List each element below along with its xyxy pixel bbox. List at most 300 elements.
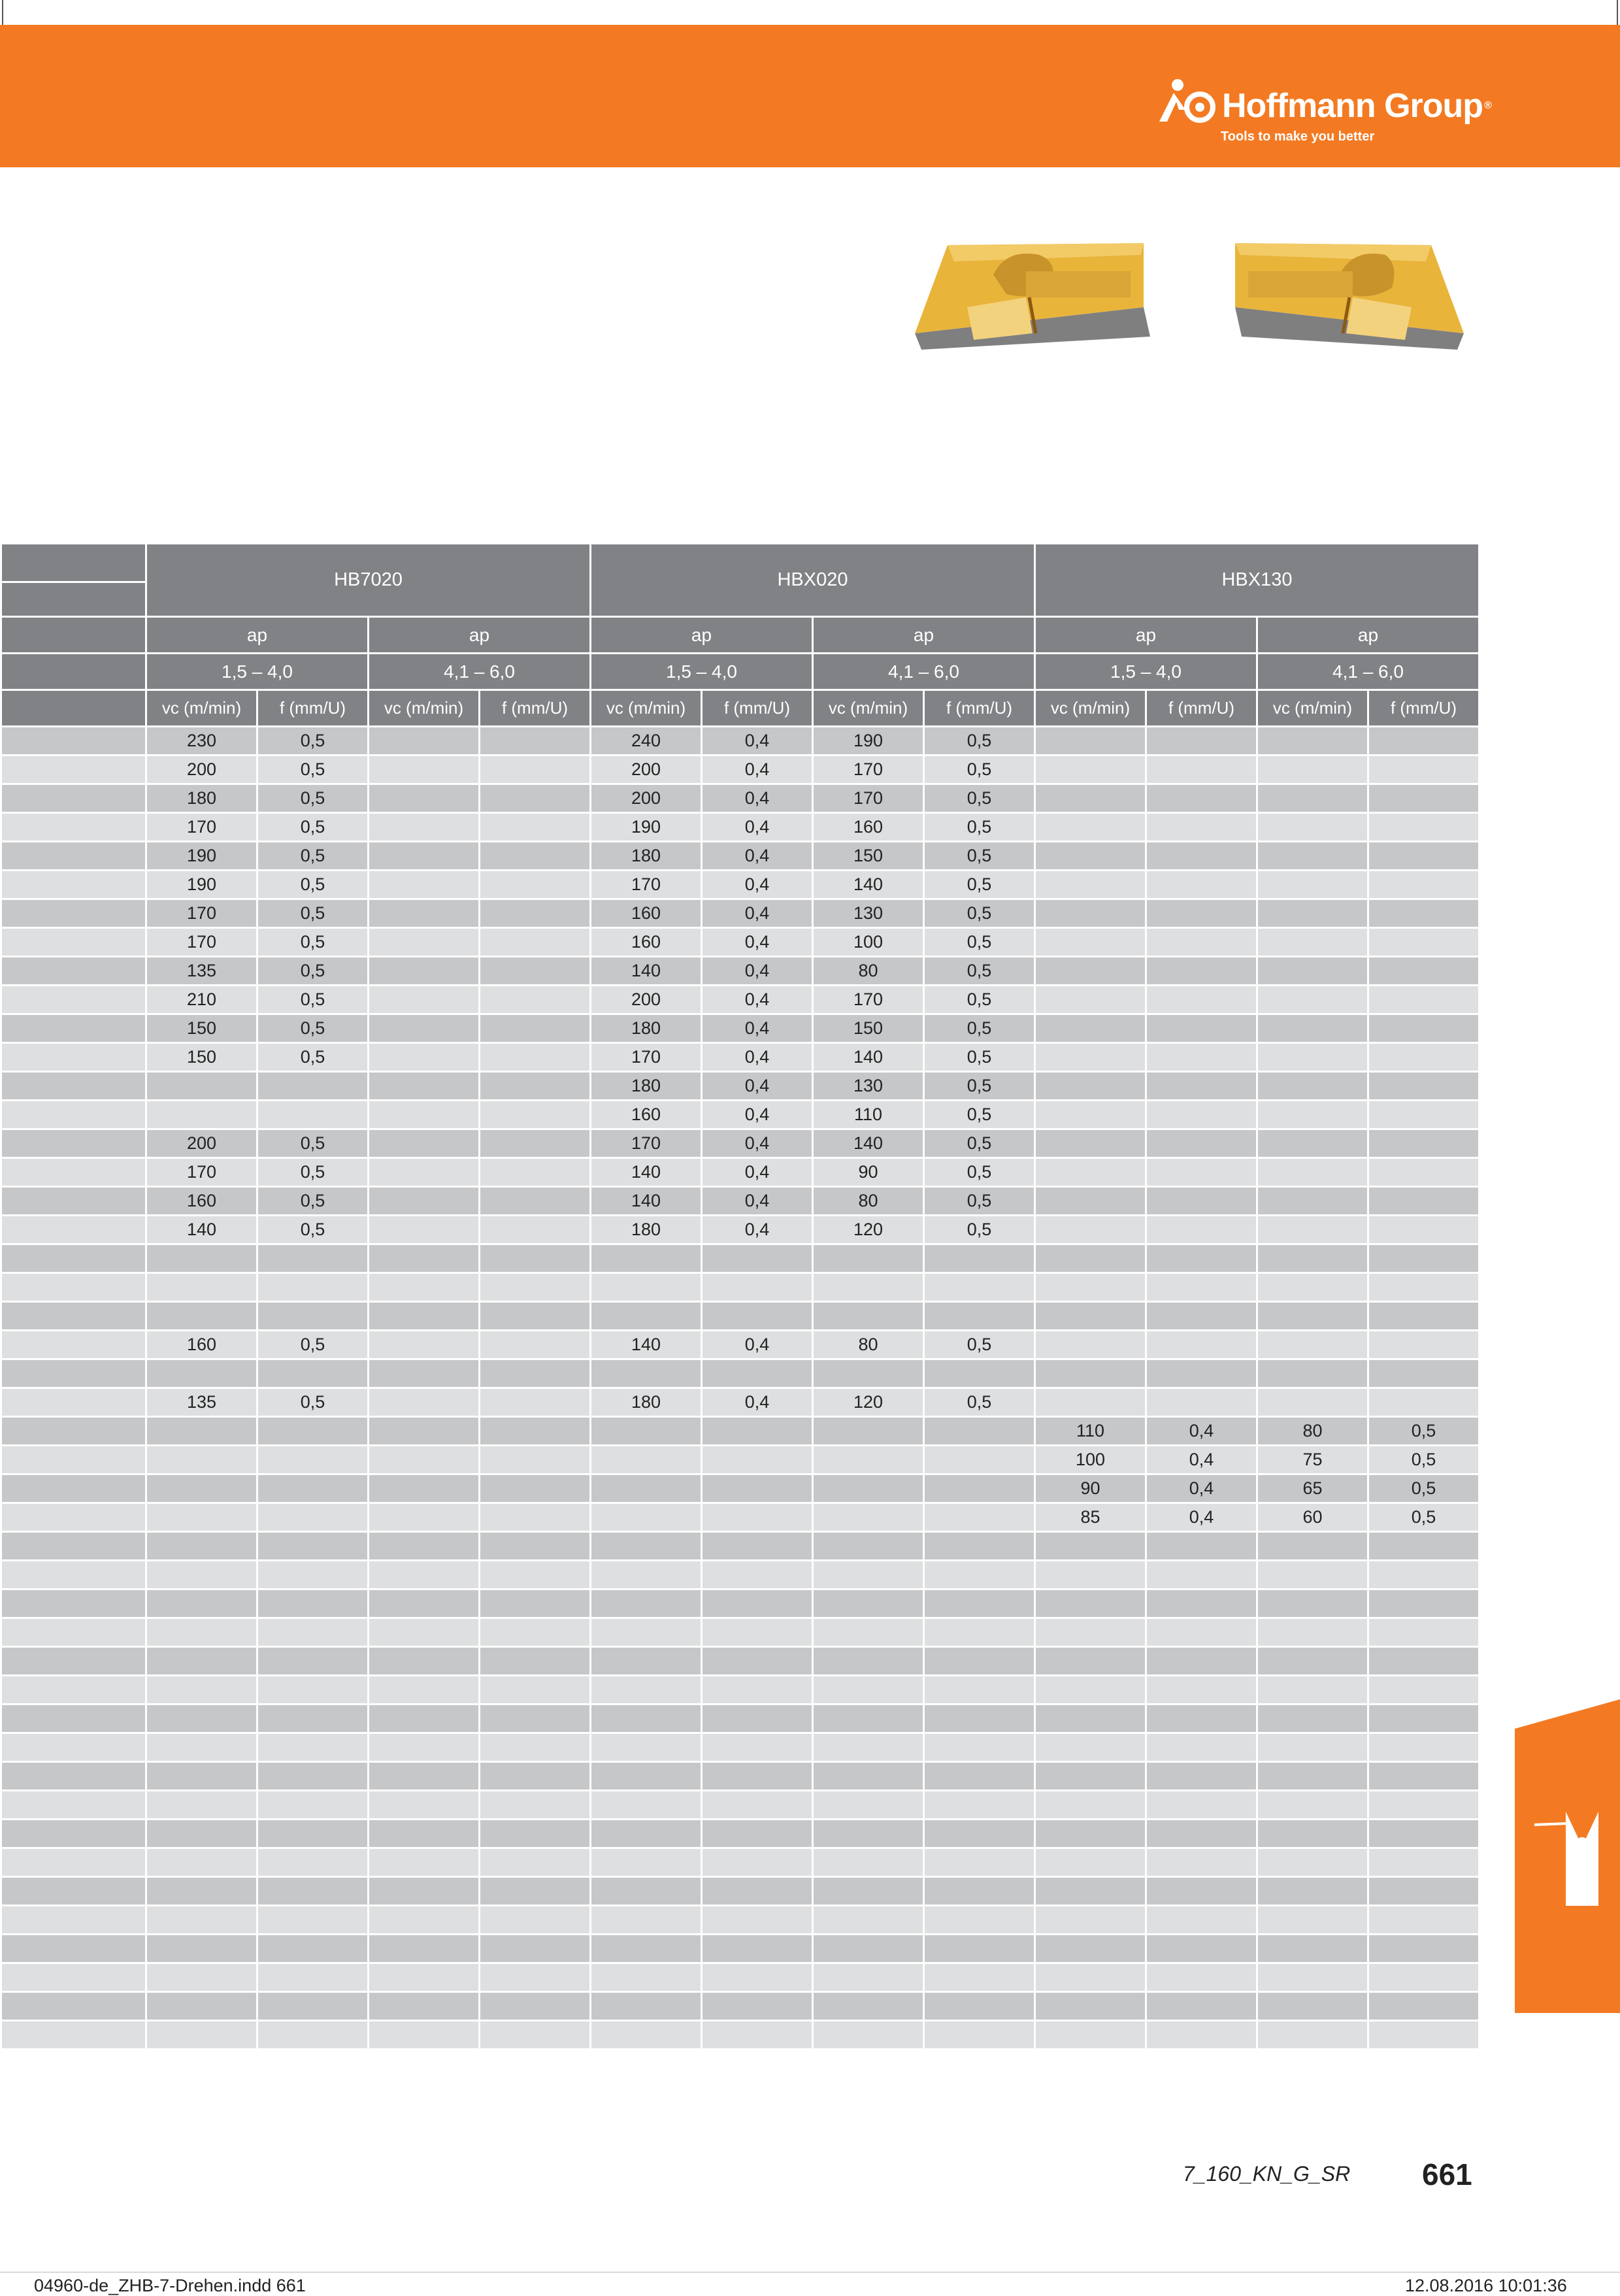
table-cell [1146, 1388, 1257, 1417]
table-cell: 0,4 [702, 1187, 813, 1216]
table-cell [1146, 1014, 1257, 1043]
table-cell: 0,4 [702, 1129, 813, 1158]
table-cell [591, 1906, 702, 1935]
table-cell [146, 1273, 257, 1302]
table-row [1, 2021, 1479, 2050]
table-cell [1257, 2021, 1368, 2050]
table-row [1, 842, 1479, 871]
table-cell [1146, 784, 1257, 813]
table-cell [1035, 1791, 1146, 1820]
table-row [1, 1302, 1479, 1331]
table-cell [1257, 1043, 1368, 1072]
table-cell [702, 1618, 813, 1647]
table-cell [369, 1273, 480, 1302]
table-cell [924, 1963, 1035, 1992]
table-cell: 100 [1035, 1446, 1146, 1474]
table-cell [1035, 1589, 1146, 1618]
material-cell [1, 1676, 146, 1705]
ap-range: 4,1 – 6,0 [813, 654, 1035, 690]
table-cell: 0,4 [702, 784, 813, 813]
hoffmann-logo [1157, 77, 1491, 152]
table-cell [1146, 756, 1257, 784]
unit-f: f (mm/U) [257, 690, 369, 727]
table-cell: 0,5 [257, 727, 369, 756]
table-cell [480, 1043, 591, 1072]
table-row [1, 813, 1479, 842]
table-cell [480, 1158, 591, 1187]
table-cell [702, 1446, 813, 1474]
table-cell [1368, 957, 1479, 986]
table-cell [480, 899, 591, 928]
table-cell [924, 1676, 1035, 1705]
table-cell [369, 1963, 480, 1992]
table-cell [257, 1791, 369, 1820]
table-cell: 200 [591, 986, 702, 1014]
table-cell: 0,5 [924, 784, 1035, 813]
table-cell [1146, 1589, 1257, 1618]
table-cell: 0,5 [257, 1388, 369, 1417]
table-cell [480, 1589, 591, 1618]
table-cell [924, 1532, 1035, 1561]
table-cell [1035, 727, 1146, 756]
table-cell [1146, 2021, 1257, 2050]
table-cell: 135 [146, 957, 257, 986]
reference-code: 7_160_KN_G_SR [1183, 2162, 1351, 2186]
table-cell: 180 [591, 842, 702, 871]
table-cell [257, 1992, 369, 2021]
table-cell [369, 871, 480, 899]
table-cell [1257, 1244, 1368, 1273]
table-cell [1146, 1532, 1257, 1561]
material-cell [1, 1848, 146, 1877]
header-blank [1, 582, 146, 617]
table-cell: 0,4 [702, 1101, 813, 1129]
material-cell [1, 1216, 146, 1244]
table-cell: 170 [813, 784, 924, 813]
table-cell [1257, 1992, 1368, 2021]
table-cell [1368, 1647, 1479, 1676]
table-cell [591, 1446, 702, 1474]
table-row [1, 1848, 1479, 1877]
table-cell [480, 1762, 591, 1791]
table-cell [480, 1532, 591, 1561]
table-cell [1035, 1963, 1146, 1992]
table-cell [480, 784, 591, 813]
table-cell [1035, 871, 1146, 899]
table-cell: 160 [146, 1331, 257, 1359]
table-cell [813, 1791, 924, 1820]
table-cell: 0,5 [1368, 1446, 1479, 1474]
material-cell [1, 1561, 146, 1589]
table-cell [1368, 1992, 1479, 2021]
table-cell [1257, 756, 1368, 784]
material-cell [1, 1331, 146, 1359]
table-cell [1146, 871, 1257, 899]
table-cell: 0,5 [924, 928, 1035, 957]
ap-header: ap [1257, 617, 1479, 654]
table-cell: 0,4 [702, 871, 813, 899]
table-cell [924, 1647, 1035, 1676]
table-cell [1035, 1532, 1146, 1561]
table-cell [702, 1532, 813, 1561]
material-cell [1, 1963, 146, 1992]
table-cell [480, 2021, 591, 2050]
table-cell [480, 1733, 591, 1762]
table-row [1, 727, 1479, 756]
table-row [1, 871, 1479, 899]
table-cell [1257, 1848, 1368, 1877]
table-cell [257, 1503, 369, 1532]
table-cell [924, 1302, 1035, 1331]
table-cell [702, 1791, 813, 1820]
table-cell [924, 1848, 1035, 1877]
table-row [1, 1216, 1479, 1244]
table-cell [369, 1474, 480, 1503]
table-cell [257, 1446, 369, 1474]
header-blank [1, 617, 146, 654]
table-cell [702, 1647, 813, 1676]
table-cell [1146, 1561, 1257, 1589]
table-cell [257, 2021, 369, 2050]
table-cell [1368, 1705, 1479, 1733]
table-cell [924, 1935, 1035, 1963]
table-cell [1368, 727, 1479, 756]
table-cell: 170 [591, 1043, 702, 1072]
table-cell [813, 1618, 924, 1647]
table-cell: 160 [591, 899, 702, 928]
table-cell [480, 1906, 591, 1935]
table-row [1, 1705, 1479, 1733]
table-cell: 0,4 [1146, 1417, 1257, 1446]
table-cell [591, 1705, 702, 1733]
table-cell [924, 1762, 1035, 1791]
table-cell: 0,4 [702, 986, 813, 1014]
table-cell [1146, 1072, 1257, 1101]
material-cell [1, 784, 146, 813]
table-cell [369, 1906, 480, 1935]
table-row [1, 1561, 1479, 1589]
table-row [1, 957, 1479, 986]
table-cell [1035, 1043, 1146, 1072]
table-cell: 0,5 [924, 1072, 1035, 1101]
table-cell [480, 1503, 591, 1532]
table-cell [146, 2021, 257, 2050]
table-cell [1146, 1762, 1257, 1791]
table-cell [1368, 1244, 1479, 1273]
table-cell: 0,5 [924, 1216, 1035, 1244]
table-cell [1035, 813, 1146, 842]
table-cell [924, 1705, 1035, 1733]
table-cell [1257, 1187, 1368, 1216]
table-cell [591, 1618, 702, 1647]
table-cell [257, 1906, 369, 1935]
table-cell [924, 1877, 1035, 1906]
trim-mark-right [1617, 0, 1618, 25]
table-cell [924, 2021, 1035, 2050]
table-cell: 65 [1257, 1474, 1368, 1503]
table-cell: 0,5 [257, 784, 369, 813]
material-cell [1, 928, 146, 957]
table-cell [369, 813, 480, 842]
table-cell [591, 1503, 702, 1532]
ap-header: ap [1035, 617, 1257, 654]
table-cell [369, 1935, 480, 1963]
table-cell [1146, 1129, 1257, 1158]
table-cell: 200 [146, 1129, 257, 1158]
table-cell [813, 1676, 924, 1705]
table-cell: 0,4 [702, 1158, 813, 1187]
table-cell [146, 1992, 257, 2021]
table-row [1, 1733, 1479, 1762]
table-cell [813, 1762, 924, 1791]
table-cell [480, 986, 591, 1014]
table-cell [369, 1187, 480, 1216]
table-cell: 170 [591, 1129, 702, 1158]
table-row [1, 1532, 1479, 1561]
table-cell [257, 1244, 369, 1273]
table-cell [702, 1848, 813, 1877]
table-row [1, 1417, 1479, 1446]
table-cell [480, 1992, 591, 2021]
table-cell [1257, 813, 1368, 842]
chapter-side-tab [1515, 1699, 1620, 2013]
material-cell [1, 1302, 146, 1331]
table-cell: 140 [591, 957, 702, 986]
table-cell [924, 1589, 1035, 1618]
table-cell [591, 1273, 702, 1302]
material-cell [1, 1589, 146, 1618]
table-cell [1035, 1647, 1146, 1676]
table-cell [1035, 756, 1146, 784]
table-cell [1035, 1302, 1146, 1331]
table-cell [924, 1561, 1035, 1589]
ap-range: 1,5 – 4,0 [146, 654, 369, 690]
table-cell [1146, 1359, 1257, 1388]
table-cell [813, 1474, 924, 1503]
material-cell [1, 1446, 146, 1474]
table-cell [480, 1474, 591, 1503]
page-number: 661 [1422, 2157, 1472, 2191]
table-cell [1146, 1158, 1257, 1187]
table-cell: 0,5 [924, 727, 1035, 756]
table-cell [702, 1561, 813, 1589]
table-cell: 130 [813, 899, 924, 928]
table-cell [369, 1446, 480, 1474]
table-cell [1368, 813, 1479, 842]
table-cell [924, 1791, 1035, 1820]
table-cell: 180 [591, 1388, 702, 1417]
table-cell [1257, 1647, 1368, 1676]
table-cell [813, 1273, 924, 1302]
table-cell [591, 1474, 702, 1503]
ap-range: 4,1 – 6,0 [369, 654, 591, 690]
table-cell [369, 1647, 480, 1676]
table-cell: 0,5 [924, 1187, 1035, 1216]
table-cell [1146, 1273, 1257, 1302]
table-cell: 0,5 [257, 813, 369, 842]
table-row [1, 1101, 1479, 1129]
table-cell [1146, 1963, 1257, 1992]
table-cell: 0,4 [1146, 1446, 1257, 1474]
table-cell [924, 1992, 1035, 2021]
table-cell: 0,5 [924, 756, 1035, 784]
table-cell [1257, 1963, 1368, 1992]
table-cell [702, 1992, 813, 2021]
table-cell [480, 1848, 591, 1877]
table-cell: 0,5 [924, 1014, 1035, 1043]
table-cell [1368, 986, 1479, 1014]
table-cell [1035, 1762, 1146, 1791]
table-cell [1035, 928, 1146, 957]
table-cell [480, 1014, 591, 1043]
table-cell [1146, 842, 1257, 871]
table-cell [146, 1618, 257, 1647]
table-cell [146, 1906, 257, 1935]
table-cell: 180 [146, 784, 257, 813]
table-cell [1257, 899, 1368, 928]
table-cell: 0,5 [257, 1014, 369, 1043]
table-cell [702, 1935, 813, 1963]
table-cell [1035, 1273, 1146, 1302]
table-cell [480, 727, 591, 756]
table-cell [1035, 1158, 1146, 1187]
table-cell: 75 [1257, 1446, 1368, 1474]
table-cell: 170 [146, 899, 257, 928]
table-cell: 0,5 [257, 928, 369, 957]
table-cell [1368, 1187, 1479, 1216]
table-cell [369, 1244, 480, 1273]
table-cell: 0,4 [1146, 1474, 1257, 1503]
table-cell [813, 2021, 924, 2050]
table-cell [591, 1992, 702, 2021]
table-cell: 200 [591, 784, 702, 813]
table-cell [1146, 1187, 1257, 1216]
table-cell [146, 1503, 257, 1532]
table-cell [1368, 1532, 1479, 1561]
material-cell [1, 1072, 146, 1101]
table-cell [1146, 1705, 1257, 1733]
table-cell [257, 1676, 369, 1705]
table-cell [257, 1532, 369, 1561]
table-cell [257, 1101, 369, 1129]
table-cell [1035, 1072, 1146, 1101]
table-cell [924, 1820, 1035, 1848]
table-cell: 0,4 [702, 957, 813, 986]
table-cell: 90 [1035, 1474, 1146, 1503]
table-row [1, 1129, 1479, 1158]
table-cell [369, 1417, 480, 1446]
table-cell [257, 1589, 369, 1618]
table-cell [813, 1244, 924, 1273]
table-cell [1368, 784, 1479, 813]
table-cell [924, 1244, 1035, 1273]
table-cell [591, 1417, 702, 1446]
table-cell [369, 2021, 480, 2050]
table-cell: 0,4 [1146, 1503, 1257, 1532]
table-cell: 140 [591, 1187, 702, 1216]
table-cell: 180 [591, 1072, 702, 1101]
material-cell [1, 1359, 146, 1388]
table-cell [480, 1877, 591, 1906]
table-cell [1368, 1158, 1479, 1187]
table-cell [1146, 957, 1257, 986]
table-cell [813, 1302, 924, 1331]
table-cell [146, 1359, 257, 1388]
table-cell [813, 1733, 924, 1762]
table-row [1, 1618, 1479, 1647]
table-cell [813, 1992, 924, 2021]
table-cell: 180 [591, 1216, 702, 1244]
print-slug-file: 04960-de_ZHB-7-Drehen.indd 661 [34, 2276, 306, 2295]
table-cell [369, 1992, 480, 2021]
unit-f: f (mm/U) [1368, 690, 1479, 727]
table-cell: 140 [813, 1129, 924, 1158]
table-cell [813, 1877, 924, 1906]
table-cell: 160 [813, 813, 924, 842]
table-cell [591, 1963, 702, 1992]
table-cell [924, 1446, 1035, 1474]
table-cell: 0,5 [924, 957, 1035, 986]
table-cell [1368, 1561, 1479, 1589]
table-row [1, 986, 1479, 1014]
table-cell [146, 1877, 257, 1906]
material-cell [1, 1733, 146, 1762]
table-cell [1368, 1101, 1479, 1129]
brand-tagline: Tools to make you better [1221, 129, 1375, 144]
table-cell: 0,5 [924, 1101, 1035, 1129]
table-cell [1368, 1906, 1479, 1935]
table-cell: 160 [591, 1101, 702, 1129]
table-row [1, 1388, 1479, 1417]
table-cell [1035, 1014, 1146, 1043]
table-cell [1257, 1561, 1368, 1589]
table-cell [1257, 727, 1368, 756]
table-cell [702, 1820, 813, 1848]
table-cell [1146, 1906, 1257, 1935]
table-cell [1368, 1848, 1479, 1877]
table-cell [1146, 1820, 1257, 1848]
table-cell [1257, 1791, 1368, 1820]
table-row [1, 1762, 1479, 1791]
ap-header: ap [591, 617, 813, 654]
table-cell: 0,5 [924, 813, 1035, 842]
table-cell [146, 1791, 257, 1820]
table-cell [813, 1906, 924, 1935]
table-cell [369, 1302, 480, 1331]
table-cell [1146, 1101, 1257, 1129]
table-cell [591, 1877, 702, 1906]
table-cell [257, 1935, 369, 1963]
table-cell [1146, 727, 1257, 756]
table-cell [591, 1733, 702, 1762]
table-cell: 60 [1257, 1503, 1368, 1532]
table-cell [1257, 1762, 1368, 1791]
table-cell: 0,4 [702, 842, 813, 871]
table-cell [924, 1417, 1035, 1446]
table-cell [1368, 1589, 1479, 1618]
table-cell: 170 [813, 986, 924, 1014]
table-cell: 120 [813, 1216, 924, 1244]
table-cell [1368, 1388, 1479, 1417]
table-cell [1257, 957, 1368, 986]
grade-header: HBX020 [591, 544, 1035, 617]
table-cell [369, 1129, 480, 1158]
table-cell: 0,5 [257, 957, 369, 986]
material-cell [1, 1244, 146, 1273]
unit-vc: vc (m/min) [1035, 690, 1146, 727]
table-cell [369, 1532, 480, 1561]
material-cell [1, 1877, 146, 1906]
